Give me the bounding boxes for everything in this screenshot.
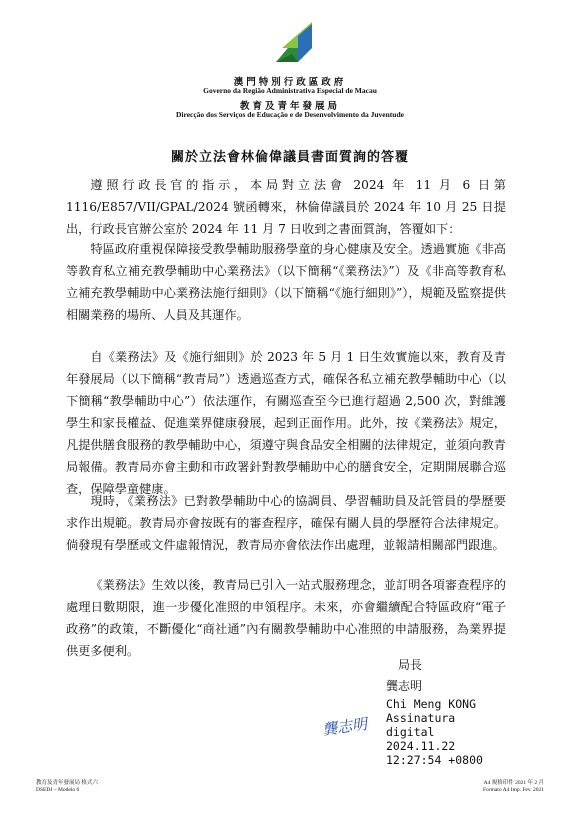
footer-right-1: A4 規格印件 2021 年 2 月 <box>483 780 544 786</box>
handwritten-signature: 龔志明 <box>321 714 369 740</box>
paragraph-3: 現時，《業務法》已對教學輔助中心的協調員、學習輔助員及託管員的學歷要求作出規範。教青局亦會按既有的審查程序，確保有關人員的學歷符合法律規定。倘發現有學歷或文件虛報情況，教青局亦會依法作出處理，並報請相關部門跟進。 <box>66 494 506 552</box>
paragraph-intro: 遵照行政長官的指示，本局對立法會 2024 年 11 月 6 日第1116/E857/VII/GPAL/2024 號函轉來，林倫偉議員於 2024 年 10 月 25 日提出，行政長官辦公室於 2024 年 11 月 7 日收到之書面質詢，答覆如下： <box>66 178 506 236</box>
paragraph-4: 《業務法》生效以後，教青局已引入一站式服務理念，並訂明各項審查程序的處理日數期限，進一步優化准照的申領程序。未來，亦會繼續配合特區政府“電子政務”的政策，不斷優化“商社通”內有關教學輔助中心准照的申請服務，為業界提供更多便利。 <box>66 578 506 658</box>
paragraph-1: 特區政府重視保障接受教學輔助服務學童的身心健康及安全。透過實施《非高等教育私立補充教學輔助中心業務法》（以下簡稱“《業務法》”）及《非高等教育私立補充教學輔助中心業務法施行細則》（以下簡稱“《施行細則》”），規範及監察提供相關業務的場所、人員及其運作。 <box>66 242 506 322</box>
signature-role: 局長 <box>398 658 423 672</box>
digital-signature: Chi Meng KONG Assinatura digital 2024.11.22 12:27:54 +0800 <box>386 697 483 767</box>
footer-left-2: DSEDJ – Modelo 6 <box>36 787 80 793</box>
gov-name-cn: 澳門特別行政區政府 <box>233 78 347 88</box>
gov-name-pt: Governo da Região Administrativa Especial de Macau <box>203 86 377 95</box>
footer-right-2: Formato A4 Imp. Fev. 2021 <box>482 787 544 793</box>
paragraph-2: 自《業務法》及《施行細則》於 2023 年 5 月 1 日生效實施以來，教育及青年發展局（以下簡稱“教青局”）透過巡查方式，確保各私立補充教學輔助中心（以下簡稱“教學輔助中心”）依法運作，有關巡查至今已進行超過 2,500 次，對維護學生和家長權益、促進業界健康發展，起到正面作用。此外，按《業務法》規定，凡提供膳食服務的教學輔助中心，須遵守與食品安全相關的法律規定，並須向教青局報備。教青局亦會主動和市政署針對教學輔助中心的膳食安全，定期開展聯合巡查，保障學童健康。 <box>66 350 506 496</box>
signature-name: 龔志明 <box>386 679 423 693</box>
footer-left-1: 教育及青年發展局 格式六 <box>36 780 98 786</box>
document-title: 關於立法會林倫偉議員書面質詢的答覆 <box>170 150 409 165</box>
macau-sar-logo <box>268 18 318 68</box>
dept-name-cn: 教育及青年發展局 <box>239 102 340 112</box>
dept-name-pt: Direcção dos Serviços de Educação e de Desenvolvimento da Juventude <box>176 110 404 119</box>
